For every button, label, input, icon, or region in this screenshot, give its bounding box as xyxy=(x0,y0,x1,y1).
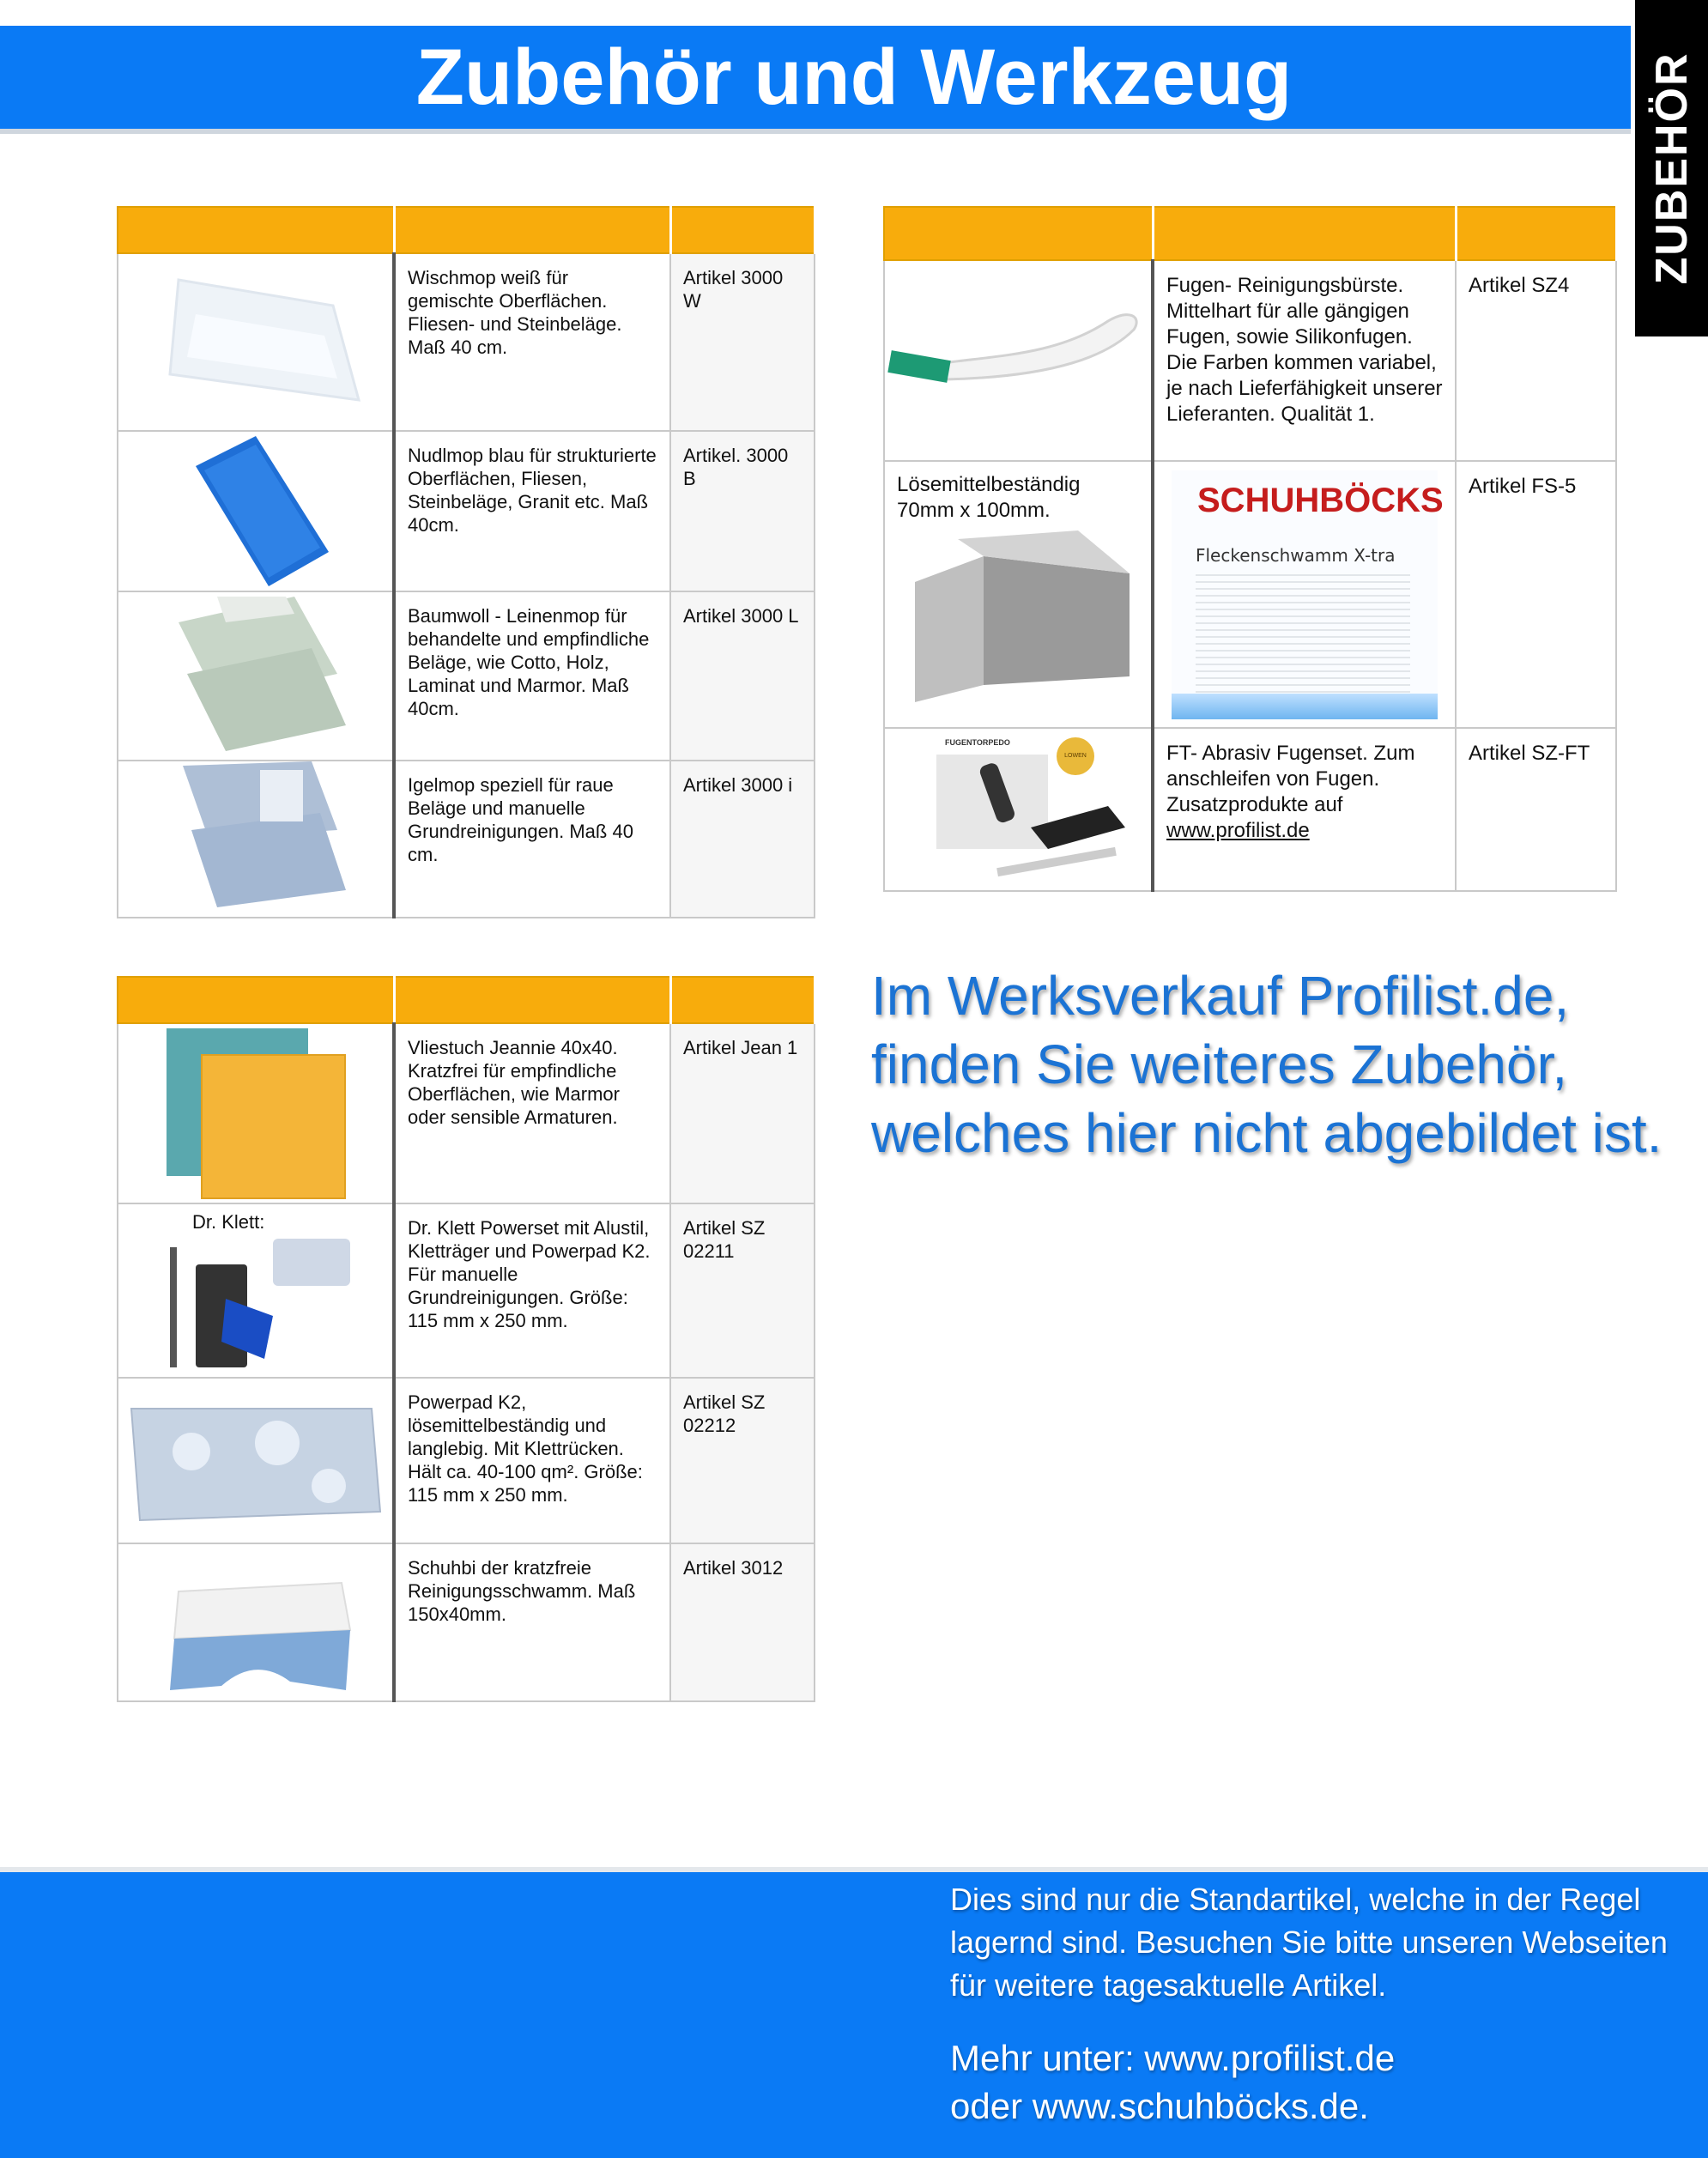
product-image-cell xyxy=(118,1378,394,1543)
table-row xyxy=(884,461,1616,728)
article-number: Artikel SZ4 xyxy=(1456,260,1616,461)
grey-sponge-image xyxy=(906,530,1138,702)
side-tab-label: ZUBEHÖR xyxy=(1646,52,1697,285)
table-row xyxy=(118,1203,815,1378)
product-image-cell xyxy=(118,431,394,591)
table-row xyxy=(118,591,815,761)
side-tab xyxy=(1635,0,1708,336)
article-number: Artikel. 3000 B xyxy=(670,431,815,591)
page-title: Zubehör und Werkzeug xyxy=(415,33,1293,121)
table-row xyxy=(118,761,815,918)
dr-klett-label: Dr. Klett: xyxy=(192,1211,265,1233)
product-description: Schuhbi der kratzfreie Reinigungsschwamm. Maß 150x40mm. xyxy=(394,1543,670,1701)
table-header-row xyxy=(884,207,1616,260)
cotton-linen-mop-image xyxy=(166,597,354,755)
article-number: Artikel 3000 W xyxy=(670,253,815,431)
product-description: Wischmop weiß für gemischte Oberflächen. Fliesen- und Steinbeläge. Maß 40 cm. xyxy=(394,253,670,431)
product-description: Igelmop speziell für raue Beläge und manuelle Grundreinigungen. Maß 40 cm. xyxy=(394,761,670,918)
article-number: Artikel Jean 1 xyxy=(670,1023,815,1203)
product-image-cell xyxy=(118,761,394,918)
footer-more-links xyxy=(950,2034,1688,2131)
article-number: Artikel 3012 xyxy=(670,1543,815,1701)
product-image-cell xyxy=(118,1543,394,1701)
abrasive-set-image xyxy=(936,755,1142,883)
product-description xyxy=(1153,728,1456,891)
profilist-link[interactable]: www.profilist.de xyxy=(1166,819,1310,842)
schuhbi-sponge-image xyxy=(161,1579,359,1699)
article-number: Artikel SZ 02212 xyxy=(670,1378,815,1543)
yellow-cloth-image xyxy=(201,1054,346,1199)
product-description: Powerpad K2, lösemittelbeständig und langlebig. Mit Klettrücken. Hält ca. 40-100 qm². Größe: 115 mm x 250 mm. xyxy=(394,1378,670,1543)
table-row xyxy=(118,1023,815,1203)
powerpad-image xyxy=(123,1400,389,1529)
water-splash-graphic xyxy=(1172,694,1438,719)
table-mops xyxy=(117,206,816,918)
product-description: Vliestuch Jeannie 40x40. Kratzfrei für empfindliche Oberflächen, wie Marmor oder sensible Armaturen. xyxy=(394,1023,670,1203)
table-header-row xyxy=(118,207,815,253)
promo-text: Im Werksverkauf Profilist.de, finden Sie weiteres Zubehör, welches hier nicht abgebildet ist. xyxy=(871,965,1663,1164)
product-image-cell xyxy=(884,461,1153,728)
footer-more-line-1: Mehr unter: www.profilist.de xyxy=(950,2038,1396,2078)
product-description: Nudlmop blau für strukturierte Oberflächen, Fliesen, Steinbeläge, Granit etc. Maß 40cm. xyxy=(394,431,670,591)
product-image-cell xyxy=(884,728,1153,891)
flyer-fine-print xyxy=(1196,569,1410,698)
white-mop-image xyxy=(153,271,367,409)
article-number: Artikel SZ 02211 xyxy=(670,1203,815,1378)
product-image-cell xyxy=(118,1203,394,1378)
product-image-cell xyxy=(118,591,394,761)
table-row xyxy=(118,431,815,591)
description-text: FT- Abrasiv Fugenset. Zum anschleifen von Fugen. Zusatzprodukte auf xyxy=(1166,742,1415,816)
image-label: Lösemittelbeständig 70mm x 100mm. xyxy=(897,473,1081,522)
product-description: Baumwoll - Leinenmop für behandelte und empfindliche Beläge, wie Cotto, Holz, Laminat und Marmor. Maß 40cm. xyxy=(394,591,670,761)
table-cloths xyxy=(117,976,816,1702)
table-row xyxy=(884,260,1616,461)
header-bar xyxy=(0,26,1631,134)
table-header-row xyxy=(118,977,815,1023)
article-number: Artikel 3000 i xyxy=(670,761,815,918)
article-number: Artikel 3000 L xyxy=(670,591,815,761)
table-row xyxy=(118,253,815,431)
blue-nudl-mop-image xyxy=(170,432,342,592)
fleckenschwamm-flyer xyxy=(1172,470,1444,719)
article-number: Artikel SZ-FT xyxy=(1456,728,1616,891)
footer-note: Dies sind nur die Standartikel, welche in der Regel lagernd sind. Besuchen Sie bitte unseren Webseiten für weitere tagesaktuelle Artikel. xyxy=(950,1882,1668,2003)
product-description: Fugen- Reinigungsbürste. Mittelhart für alle gängigen Fugen, sowie Silikonfugen. Die Farben kommen variabel, je nach Lieferfähigkeit unserer Lieferanten. Qualität 1. xyxy=(1153,260,1456,461)
joint-brush-image xyxy=(885,304,1151,407)
table-row xyxy=(118,1543,815,1701)
article-number: Artikel FS-5 xyxy=(1456,461,1616,728)
fugentorpedo-logo: FUGENTORPEDO xyxy=(945,738,1010,747)
product-flyer-cell xyxy=(1153,461,1456,728)
flyer-title: Fleckenschwamm X-tra xyxy=(1196,545,1396,566)
table-row xyxy=(884,728,1616,891)
product-description: Dr. Klett Powerset mit Alustil, Kletträger und Powerpad K2. Für manuelle Grundreinigungen. Größe: 115 mm x 250 mm. xyxy=(394,1203,670,1378)
hedgehog-mop-image xyxy=(166,761,354,916)
brand-logo: SCHUHBÖCKS xyxy=(1197,482,1444,519)
product-image-cell xyxy=(118,1023,394,1203)
footer-more-line-2: oder www.schuhböcks.de. xyxy=(950,2086,1369,2126)
table-tools xyxy=(883,206,1618,892)
powerset-image xyxy=(153,1239,359,1376)
table-row xyxy=(118,1378,815,1543)
product-image-cell xyxy=(884,260,1153,461)
product-image-cell xyxy=(118,253,394,431)
lowen-badge: LOWEN xyxy=(1057,737,1094,775)
